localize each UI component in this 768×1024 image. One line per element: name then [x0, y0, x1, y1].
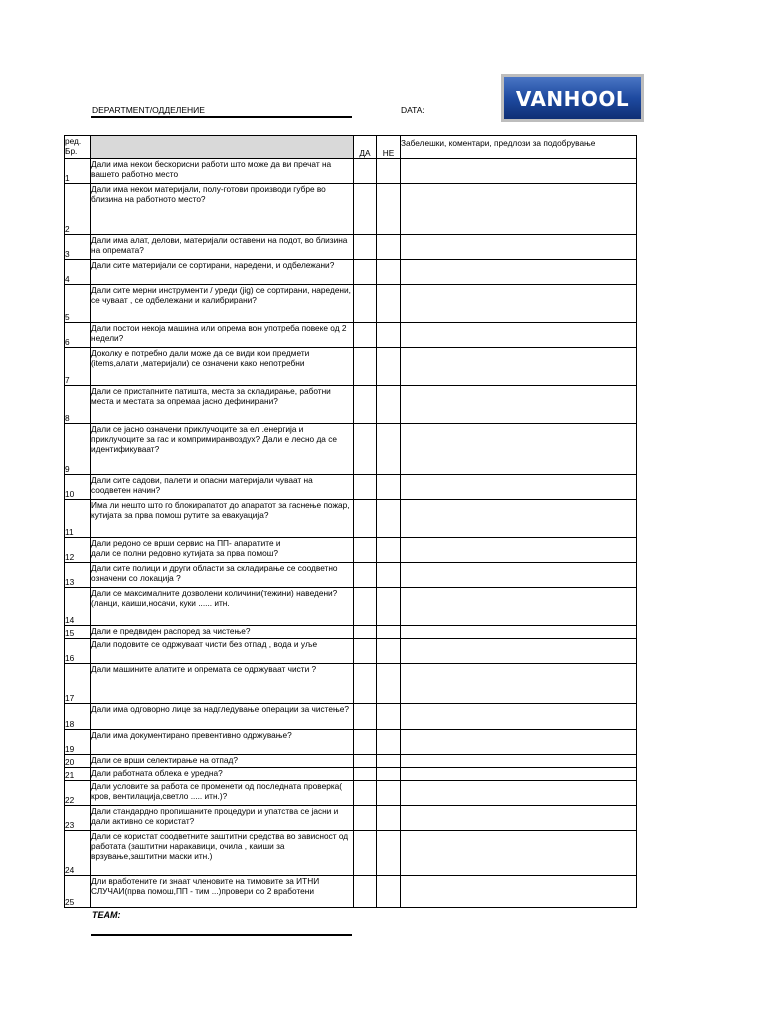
- yes-answer-cell[interactable]: [354, 730, 377, 755]
- table-row: [65, 475, 637, 500]
- question-text: Дали има одговорно лице за надгледување операции за чистење?: [91, 704, 354, 730]
- yes-answer-cell[interactable]: [354, 386, 377, 424]
- no-answer-cell[interactable]: [377, 285, 401, 323]
- row-number: 15: [65, 626, 91, 639]
- no-answer-cell[interactable]: [377, 538, 401, 563]
- no-answer-cell[interactable]: [377, 768, 401, 781]
- question-text: Дали машините алатите и опремата се одржуваат чисти ?: [91, 664, 354, 704]
- comment-cell[interactable]: [401, 538, 637, 563]
- yes-answer-cell[interactable]: [354, 285, 377, 323]
- table-row: [65, 831, 637, 876]
- no-answer-cell[interactable]: [377, 475, 401, 500]
- yes-answer-cell[interactable]: [354, 664, 377, 704]
- question-text: Дали стандардно пропишаните процедури и упатства се јасни и дали активно се користат?: [91, 806, 354, 831]
- yes-answer-cell[interactable]: [354, 500, 377, 538]
- question-text: Дали условите за работа се променети од последната проверка( кров, вентилација,светло ..... итн.)?: [91, 781, 354, 806]
- question-text: Доколку е потребно дали може да се види кои предмети (items,алати ,материјали) се означени како непотребни: [91, 348, 354, 386]
- table-row: [65, 664, 637, 704]
- row-number: 20: [65, 755, 91, 768]
- question-text: Дали работната облека е уредна?: [91, 768, 354, 781]
- yes-answer-cell[interactable]: [354, 755, 377, 768]
- comment-cell[interactable]: [401, 664, 637, 704]
- no-answer-cell[interactable]: [377, 184, 401, 235]
- row-number: 2: [65, 184, 91, 235]
- comment-cell[interactable]: [401, 260, 637, 285]
- no-answer-cell[interactable]: [377, 664, 401, 704]
- comment-cell[interactable]: [401, 563, 637, 588]
- question-text: Дали редоно се врши сервис на ПП- апаратите и дали се полни редовно кутијата за прва помош?: [91, 538, 354, 563]
- question-text: Има ли нешто што го блокирапатот до апаратот за гаснење пожар, кутијата за прва помош рутите за евакуација?: [91, 500, 354, 538]
- row-number: 4: [65, 260, 91, 285]
- no-answer-cell[interactable]: [377, 588, 401, 626]
- no-answer-cell[interactable]: [377, 424, 401, 475]
- yes-answer-cell[interactable]: [354, 831, 377, 876]
- comment-cell[interactable]: [401, 424, 637, 475]
- no-answer-cell[interactable]: [377, 323, 401, 348]
- comment-cell[interactable]: [401, 755, 637, 768]
- comment-cell[interactable]: [401, 323, 637, 348]
- row-number: 1: [65, 159, 91, 184]
- row-number: 16: [65, 639, 91, 664]
- comment-cell[interactable]: [401, 159, 637, 184]
- row-number: 24: [65, 831, 91, 876]
- table-row: [65, 876, 637, 908]
- question-text: Дали се пристапните патишта, места за складирање, работни места и местата за опремаа јасно дефинирани?: [91, 386, 354, 424]
- yes-answer-cell[interactable]: [354, 588, 377, 626]
- row-number: 6: [65, 323, 91, 348]
- comment-cell[interactable]: [401, 348, 637, 386]
- no-answer-cell[interactable]: [377, 500, 401, 538]
- no-answer-cell[interactable]: [377, 260, 401, 285]
- checklist-table: [64, 135, 637, 908]
- question-text: Дали се врши селектирање на отпад?: [91, 755, 354, 768]
- question-text: Дали има алат, делови, материјали оставени на подот, во близина на опремата?: [91, 235, 354, 260]
- yes-answer-cell[interactable]: [354, 475, 377, 500]
- question-text: Дли вработените ги знаат членовите на тимовите за ИТНИ СЛУЧАИ(прва помош,ПП - тим ...)провери со 2 вработени: [91, 876, 354, 908]
- yes-answer-cell[interactable]: [354, 563, 377, 588]
- comment-cell[interactable]: [401, 730, 637, 755]
- yes-answer-cell[interactable]: [354, 806, 377, 831]
- no-answer-cell[interactable]: [377, 626, 401, 639]
- yes-answer-cell[interactable]: [354, 235, 377, 260]
- no-answer-cell[interactable]: [377, 563, 401, 588]
- yes-answer-cell[interactable]: [354, 781, 377, 806]
- table-row: [65, 588, 637, 626]
- row-number: 14: [65, 588, 91, 626]
- table-row: [65, 626, 637, 639]
- no-answer-cell[interactable]: [377, 348, 401, 386]
- yes-answer-cell[interactable]: [354, 323, 377, 348]
- department-label: DEPARTMENT/ОДДЕЛЕНИЕ: [92, 105, 205, 115]
- row-number: 23: [65, 806, 91, 831]
- question-text: Дали се максималните дозволени количини(тежини) наведени?(ланци, каиши,носачи, куки ...... итн.: [91, 588, 354, 626]
- comment-cell[interactable]: [401, 285, 637, 323]
- no-answer-cell[interactable]: [377, 876, 401, 908]
- row-number: 13: [65, 563, 91, 588]
- comment-cell[interactable]: [401, 588, 637, 626]
- comment-cell[interactable]: [401, 704, 637, 730]
- comment-cell[interactable]: [401, 184, 637, 235]
- no-answer-cell[interactable]: [377, 159, 401, 184]
- row-number: 7: [65, 348, 91, 386]
- no-answer-cell[interactable]: [377, 704, 401, 730]
- table-row: [65, 424, 637, 475]
- question-text: Дали подовите се одржуваат чисти без отпад , вода и уље: [91, 639, 354, 664]
- vanhool-logo: [501, 74, 644, 122]
- question-text: Дали е предвиден распоред за чистење?: [91, 626, 354, 639]
- table-header-row: [65, 136, 637, 159]
- row-number: 21: [65, 768, 91, 781]
- yes-answer-cell[interactable]: [354, 424, 377, 475]
- yes-answer-cell[interactable]: [354, 639, 377, 664]
- row-number: 17: [65, 664, 91, 704]
- yes-answer-cell[interactable]: [354, 626, 377, 639]
- column-header-question: [91, 136, 354, 159]
- no-answer-cell[interactable]: [377, 639, 401, 664]
- row-number: 9: [65, 424, 91, 475]
- no-answer-cell[interactable]: [377, 235, 401, 260]
- yes-answer-cell[interactable]: [354, 704, 377, 730]
- comment-cell[interactable]: [401, 235, 637, 260]
- question-text: Дали сите садови, палети и опасни материјали чуваат на соодветен начин?: [91, 475, 354, 500]
- yes-answer-cell[interactable]: [354, 538, 377, 563]
- row-number: 5: [65, 285, 91, 323]
- table-row: [65, 781, 637, 806]
- no-answer-cell[interactable]: [377, 755, 401, 768]
- row-number: 19: [65, 730, 91, 755]
- yes-answer-cell[interactable]: [354, 260, 377, 285]
- question-text: Дали има документирано превентивно одржување?: [91, 730, 354, 755]
- department-underline: [91, 116, 352, 118]
- yes-answer-cell[interactable]: [354, 876, 377, 908]
- column-header-comments: Забелешки, коментари, предлози за подобрување: [401, 136, 637, 159]
- row-number: 8: [65, 386, 91, 424]
- yes-answer-cell[interactable]: [354, 348, 377, 386]
- row-number: 18: [65, 704, 91, 730]
- table-row: [65, 348, 637, 386]
- question-text: Дали има некои бескорисни работи што може да ви пречат на вашето работно место: [91, 159, 354, 184]
- table-row: [65, 768, 637, 781]
- no-answer-cell[interactable]: [377, 730, 401, 755]
- table-row: [65, 323, 637, 348]
- row-number: 22: [65, 781, 91, 806]
- yes-answer-cell[interactable]: [354, 184, 377, 235]
- row-number: 10: [65, 475, 91, 500]
- table-row: [65, 235, 637, 260]
- question-text: Дали постои некоја машина или опрема вон употреба повеке од 2 недели?: [91, 323, 354, 348]
- table-row: [65, 538, 637, 563]
- table-row: [65, 563, 637, 588]
- row-number: 3: [65, 235, 91, 260]
- table-row: [65, 639, 637, 664]
- no-answer-cell[interactable]: [377, 806, 401, 831]
- comment-cell[interactable]: [401, 500, 637, 538]
- table-row: [65, 260, 637, 285]
- table-row: [65, 730, 637, 755]
- comment-cell[interactable]: [401, 475, 637, 500]
- comment-cell[interactable]: [401, 806, 637, 831]
- comment-cell[interactable]: [401, 386, 637, 424]
- column-header-number: ред. Бр.: [65, 136, 91, 159]
- question-text: Дали се користат соодветните заштитни средства во зависност од работата (заштитни наракавици, очила , каиши за врзување,заштитни маски итн.): [91, 831, 354, 876]
- table-row: [65, 184, 637, 235]
- question-text: Дали има некои материјали, полу-готови производи губре во близина на работното место?: [91, 184, 354, 235]
- row-number: 25: [65, 876, 91, 908]
- yes-answer-cell[interactable]: [354, 768, 377, 781]
- question-text: Дали сите мерни инструменти / уреди (jig) се сортирани, наредени, се чуваат , се одбележани и калибрирани?: [91, 285, 354, 323]
- comment-cell[interactable]: [401, 626, 637, 639]
- team-label: TEAM:: [92, 910, 121, 920]
- table-row: [65, 755, 637, 768]
- comment-cell[interactable]: [401, 639, 637, 664]
- comment-cell[interactable]: [401, 831, 637, 876]
- comment-cell[interactable]: [401, 768, 637, 781]
- table-row: [65, 806, 637, 831]
- no-answer-cell[interactable]: [377, 386, 401, 424]
- row-number: 11: [65, 500, 91, 538]
- team-underline: [91, 934, 352, 936]
- question-text: Дали се јасно означени приклучоците за ел .енергија и приклучоците за гас и компримиранвоздух? Дали е лесно да се идентификуваат?: [91, 424, 354, 475]
- question-text: Дали сите материјали се сортирани, наредени, и одбележани?: [91, 260, 354, 285]
- no-answer-cell[interactable]: [377, 781, 401, 806]
- table-row: [65, 386, 637, 424]
- comment-cell[interactable]: [401, 781, 637, 806]
- table-row: [65, 159, 637, 184]
- table-row: [65, 704, 637, 730]
- table-row: [65, 285, 637, 323]
- yes-answer-cell[interactable]: [354, 159, 377, 184]
- column-header-no: НЕ: [377, 136, 401, 159]
- no-answer-cell[interactable]: [377, 831, 401, 876]
- date-label: DATA:: [401, 105, 425, 115]
- question-text: Дали сите полици и други области за складирање се соодветно означени со локација ?: [91, 563, 354, 588]
- comment-cell[interactable]: [401, 876, 637, 908]
- table-row: [65, 500, 637, 538]
- column-header-yes: ДА: [354, 136, 377, 159]
- svg-text:VANHOOL: VANHOOL: [515, 87, 630, 111]
- row-number: 12: [65, 538, 91, 563]
